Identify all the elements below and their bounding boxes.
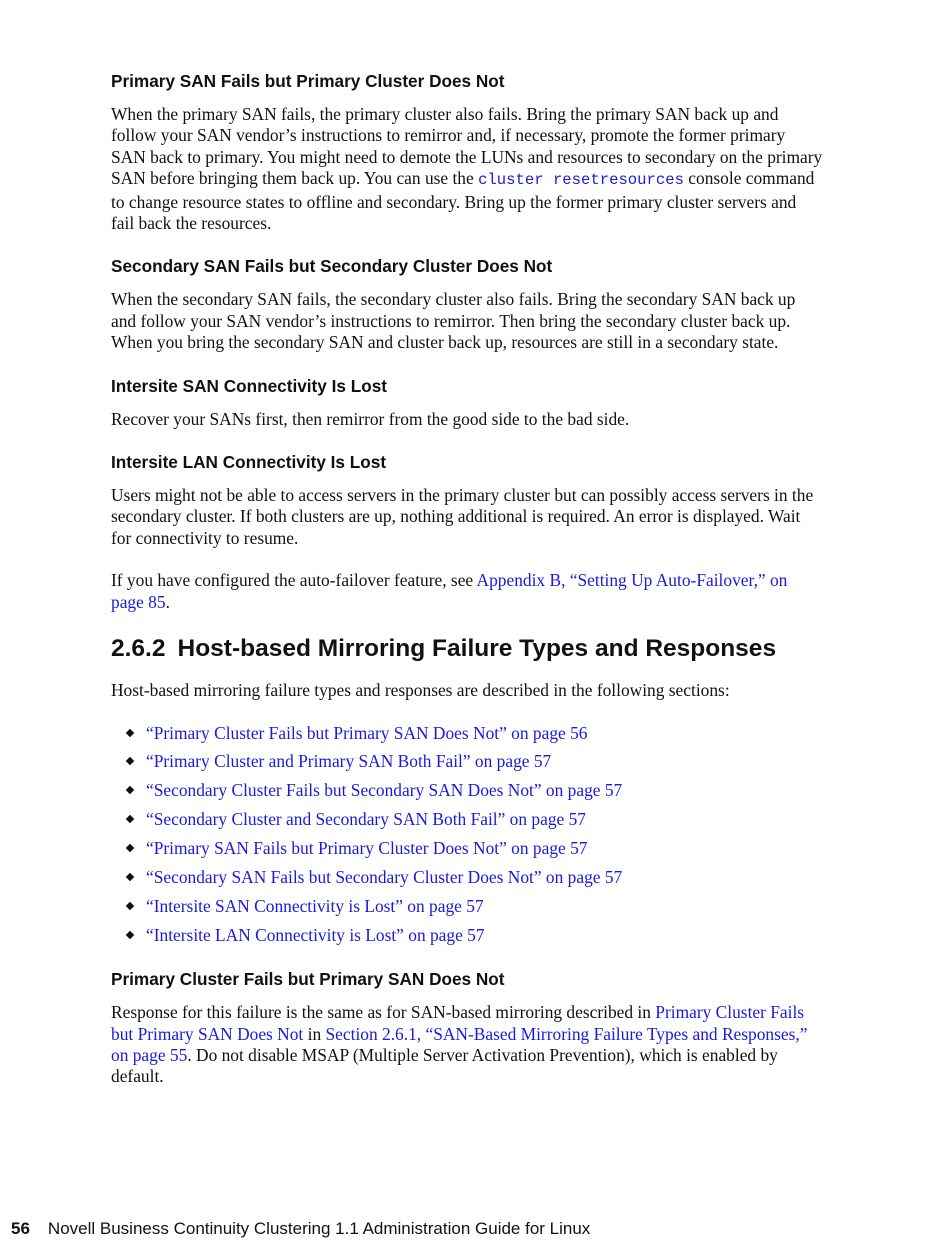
document-title: Novell Business Continuity Clustering 1.1 Administration Guide for Linux [47,1219,591,1238]
link-intersite-lan-lost[interactable]: “Intersite LAN Connectivity is Lost” on page 57 [146,924,485,945]
text-primary-san-before-code: When the primary SAN fails, the primary cluster also fails. Bring the primary SAN back up and follow your SAN vendor’s instructions to remirror and, if necessary, promote the former primary SAN back to primary. You might need to demote the LUNs and resources to secondary on the primary SAN before bringing them back up. You can use the [111,104,823,189]
link-pcf-san-based[interactable]: Primary Cluster Fails but Primary SAN Does Not [111,1002,805,1044]
page-body [111,70,823,1109]
link-secondary-cluster-fails[interactable]: “Secondary Cluster Fails but Secondary SAN Does Not” on page 57 [146,780,623,801]
link-secondary-cluster-and-san-both-fail[interactable]: “Secondary Cluster and Secondary SAN Both Fail” on page 57 [146,809,586,830]
bullet-diamond-icon [126,873,134,881]
text-pcf-2: in [303,1023,326,1044]
link-primary-san-fails[interactable]: “Primary SAN Fails but Primary Cluster Does Not” on page 57 [146,838,588,859]
bullet-diamond-icon [126,728,134,736]
list-item [111,925,823,946]
text-primary-san-after-code: console command to change resource states to offline and secondary. Bring up the former primary cluster servers and fail back the resources. [111,168,815,234]
text-autofailover-after: . [165,591,170,612]
paragraph-hbm-intro: Host-based mirroring failure types and responses are described in the following sections: [111,680,730,701]
paragraph-primary-san-fails [111,104,823,234]
section-title-text: Host-based Mirroring Failure Types and Responses [177,635,777,663]
link-appendix-b-autofailover[interactable]: Appendix B, “Setting Up Auto-Failover,” on page 85 [111,570,788,612]
code-cluster-resetresources: cluster resetresources [478,171,684,190]
heading-primary-cluster-fails: Primary Cluster Fails but Primary SAN Does Not [111,969,505,990]
text-pcf-1: Response for this failure is the same as for SAN-based mirroring described in [111,1002,656,1023]
bullet-diamond-icon [126,902,134,910]
page-number: 56 [11,1219,30,1238]
heading-primary-san-fails: Primary SAN Fails but Primary Cluster Does Not [111,71,505,91]
bullet-diamond-icon [126,757,134,765]
paragraph-secondary-san-fails: When the secondary SAN fails, the secondary cluster also fails. Bring the secondary SAN back up and follow your SAN vendor’s instructions to remirror. Then bring the secondary cluster back up. When you bring the secondary SAN and cluster back up, resources are still in a secondary state. [111,289,796,353]
bullet-diamond-icon [126,844,134,852]
text-autofailover-before: If you have configured the auto-failover feature, see [111,570,477,591]
paragraph-autofailover [111,570,823,613]
list-item [111,809,823,830]
paragraph-intersite-lan-lost: Users might not be able to access servers in the primary cluster but can possibly access servers in the secondary cluster. If both clusters are up, nothing additional is required. An error is displayed. Wait for connectivity to resume. [111,485,814,548]
bullet-diamond-icon [126,931,134,939]
link-secondary-san-fails[interactable]: “Secondary SAN Fails but Secondary Cluster Does Not” on page 57 [146,867,623,888]
list-item [111,838,823,859]
list-item [111,896,823,917]
cross-reference-list [111,723,823,947]
page-footer [11,1218,590,1240]
link-intersite-san-lost[interactable]: “Intersite SAN Connectivity is Lost” on page 57 [146,895,484,916]
bullet-diamond-icon [126,786,134,794]
list-item [111,751,823,772]
list-item [111,723,823,744]
heading-secondary-san-fails: Secondary SAN Fails but Secondary Cluster Does Not [111,256,553,277]
paragraph-intersite-san-lost: Recover your SANs first, then remirror from the good side to the bad side. [111,408,630,429]
text-pcf-3: . Do not disable MSAP (Multiple Server Activation Prevention), which is enabled by default. [111,1045,778,1087]
section-title-2-6-2 [111,634,823,664]
list-item [111,867,823,888]
heading-intersite-san-lost: Intersite SAN Connectivity Is Lost [111,375,388,396]
bullet-diamond-icon [126,815,134,823]
list-item [111,780,823,801]
heading-intersite-lan-lost: Intersite LAN Connectivity Is Lost [111,452,387,473]
paragraph-primary-cluster-fails [111,1002,823,1088]
section-number: 2.6.2 [111,635,166,663]
link-primary-cluster-fails[interactable]: “Primary Cluster Fails but Primary SAN Does Not” on page 56 [146,722,588,743]
link-primary-cluster-and-san-both-fail[interactable]: “Primary Cluster and Primary SAN Both Fail” on page 57 [146,751,552,772]
link-section-2-6-1[interactable]: Section 2.6.1, “SAN-Based Mirroring Failure Types and Responses,” on page 55 [111,1023,808,1066]
